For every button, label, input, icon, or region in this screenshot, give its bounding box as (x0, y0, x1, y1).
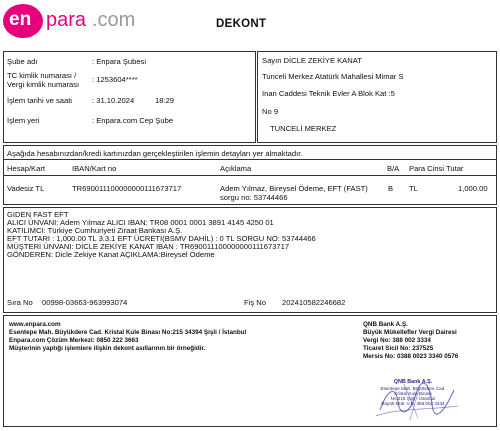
footer-website: www.enpara.com (9, 321, 61, 328)
footer-address: Esentepe Mah. Büyükdere Cad. Kristal Kule Binası No:215 34394 Şişli / İstanbul (9, 329, 247, 336)
col-header-description: Açıklama (220, 164, 252, 173)
row-currency: TL (409, 184, 418, 193)
stamp-line-1: QNB Bank A.Ş. (393, 379, 433, 385)
notice-text: Aşağıda hesabınızdan/kredi kartınızdan gerçekleştirilen işlemin detayları yer almaktadır. (7, 149, 303, 158)
fis-no-label: Fiş No (244, 298, 266, 307)
detail-line-5: MÜŞTERİ ÜNVANI: DİCLE ZEKİYE KANAT IBAN : TR690011100000000111673717 (7, 242, 290, 251)
notice-divider (3, 159, 497, 160)
row-account: Vadesiz TL (7, 184, 45, 193)
footer-mersis: Mersis No: 0388 0023 3340 0576 (363, 353, 459, 360)
transaction-datetime-label: İşlem tarihi ve saati (7, 96, 72, 105)
recipient-address-line1: Tunceli Merkez Atatürk Mahallesi Mimar S (262, 72, 404, 81)
footer-disclaimer: Müşterinin yaptığı işlemlere ilişkin dekont asıllarının bir örneğidir. (9, 345, 206, 352)
sira-no-value: 00998-03663-963993074 (42, 298, 128, 307)
stamp-line-5: Büyük Mük. V.D. 388 002 3334 (381, 401, 445, 406)
col-header-currency: Para Cinsi (409, 164, 445, 173)
footer-bank-name: QNB Bank A.Ş. (363, 321, 408, 328)
tc-id-label: TC kimlik numarası / (7, 71, 77, 80)
detail-line-3: KATILIMCI: Türkiye Cumhuriyeti Ziraat Bankası A.Ş. (7, 226, 183, 235)
col-header-ba: B/A (387, 164, 400, 173)
logo-com-text: .com (92, 9, 136, 31)
sira-no-label: Sıra No (7, 298, 33, 307)
row-ba: B (388, 184, 394, 193)
stamp-line-4: No:215 Şişli - İstanbul (390, 396, 436, 401)
bank-stamp (358, 380, 468, 422)
transaction-place-value: : Enpara.com Cep Şube (92, 116, 174, 125)
detail-line-1: GIDEN FAST EFT (7, 210, 69, 219)
row-amount: 1,000.00 (458, 184, 488, 193)
logo-en-text: en (9, 9, 32, 30)
branch-name-label: Şube adı (7, 57, 38, 66)
detail-line-2: ALICI ÜNVANI: Adem Yılmaz ALICI IBAN: TR08 0001 0001 3891 4145 4250 01 (7, 218, 274, 227)
stamp-line-2: Esentepe Mah. Büyükdere Cad. (380, 386, 446, 391)
transaction-place-label: İşlem yeri (7, 116, 40, 125)
transaction-date-value: : 31.10.2024 (92, 96, 135, 105)
signature-graphic (358, 380, 468, 422)
row-description-line2: sorgu no: 53744466 (220, 193, 288, 202)
logo-para-text: para (46, 9, 87, 31)
footer-tax-no: Vergi No: 388 002 3334 (363, 337, 431, 344)
footer-trade-registry: Ticaret Sicil No: 237525 (363, 345, 434, 352)
row-iban: TR690011100000000111673717 (72, 184, 182, 193)
recipient-address-line4: TUNCELİ MERKEZ (270, 124, 337, 133)
fis-no-value: 202410582246682 (282, 298, 346, 307)
col-header-account: Hesap/Kart (7, 164, 45, 173)
recipient-address-line2: Inan Caddesi Teknik Evler A Blok Kat :5 (262, 89, 395, 98)
footer-call-center: Enpara.com Çözüm Merkezi: 0850 222 3663 (9, 337, 139, 344)
detail-line-4: EFT TUTARI : 1,000.00 TL 3.3.1 EFT ÜCRETİ(BSMV DAHİL) : 0 TL SORGU NO: 53744466 (7, 234, 316, 243)
document-title: DEKONT (216, 18, 267, 30)
footer-tax-office: Büyük Mükellefler Vergi Dairesi (363, 329, 457, 336)
branch-name-value: : Enpara Şubesi (92, 57, 147, 66)
recipient-address-line3: No 9 (262, 107, 279, 116)
tc-id-value: : 1253604**** (92, 75, 138, 84)
tax-id-label: Vergi kimlik numarası (7, 80, 80, 89)
col-header-iban: IBAN/Kart no (72, 164, 117, 173)
detail-line-6: GÖNDEREN: Dicle Zekiye Kanat AÇIKLAMA:Bireysel Ödeme (7, 250, 215, 259)
table-header-divider (3, 175, 497, 176)
col-header-amount: Tutar (446, 164, 464, 173)
recipient-greeting: Sayın DİCLE ZEKİYE KANAT (262, 56, 362, 65)
row-description-line1: Adem Yılmaz, Bireysel Ödeme, EFT (FAST) (220, 184, 368, 193)
transaction-time-value: 18:29 (155, 96, 175, 105)
stamp-line-3: Kristal Kule Binası (394, 391, 432, 396)
